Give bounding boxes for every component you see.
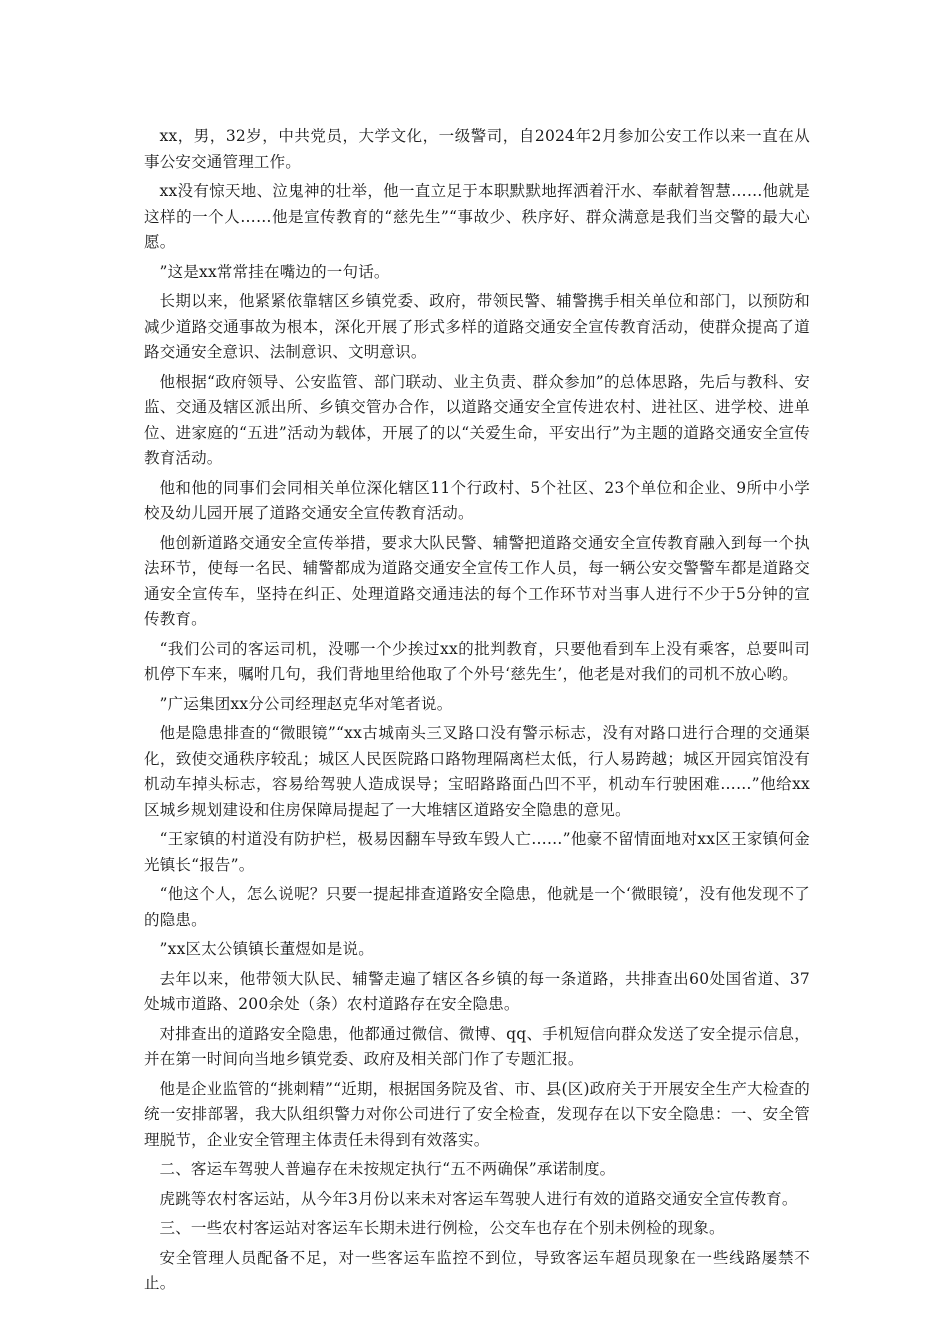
paragraph-11: “王家镇的村道没有防护栏，极易因翻车导致车毁人亡……”他豪不留情面地对xx区王家镇何金光镇长“报告”。 [144, 830, 810, 874]
paragraph-13: ”xx区太公镇镇长董煜如是说。 [159, 940, 374, 958]
document-page [144, 124, 810, 1301]
paragraph-20: 安全管理人员配备不足，对一些客运车监控不到位，导致客运车超员现象在一些线路屡禁不止。 [144, 1248, 810, 1292]
paragraph-19: 三、一些农村客运站对客运车长期未进行例检，公交车也存在个别未例检的现象。 [159, 1219, 725, 1237]
paragraph-12: “他这个人，怎么说呢？只要一提起排查道路安全隐患，他就是一个‘微眼镜’，没有他发现不了的隐患。 [144, 885, 810, 929]
paragraph-1: xx，男，32岁，中共党员，大学文化，一级警司，自2024年2月参加公安工作以来一直在从事公安交通管理工作。 [144, 127, 810, 171]
paragraph-18: 虎跳等农村客运站，从今年3月份以来未对客运车驾驶人进行有效的道路交通安全宣传教育。 [159, 1189, 798, 1208]
paragraph-8: “我们公司的客运司机，没哪一个少挨过xx的批判教育，只要他看到车上没有乘客，总要叫司机停下车来，嘱咐几句，我们背地里给他取了个外号‘慈先生’，他老是对我们的司机不放心哟。 [144, 639, 810, 683]
paragraph-6: 他和他的同事们会同相关单位深化辖区11个行政村、5个社区、23个单位和企业、9所中小学校及幼儿园开展了道路交通安全宣传教育活动。 [144, 478, 810, 522]
paragraph-10: 他是隐患排查的“微眼镜”“xx古城南头三叉路口没有警示标志，没有对路口进行合理的交通渠化，致使交通秩序较乱；城区人民医院路口路物理隔离栏太低，行人易跨越；城区开园宾馆没有机动车掉头标志，容易给驾驶人造成误导；宝昭路路面凸凹不平，机动车行驶困难……”他给xx区城乡规划建设和住房保障局提起了一大堆辖区道路安全隐患的意见。 [144, 724, 810, 819]
paragraph-17: 二、客运车驾驶人普遍存在未按规定执行“五不两确保”承诺制度。 [159, 1160, 616, 1178]
paragraph-3: ”这是xx常常挂在嘴边的一句话。 [159, 262, 390, 281]
paragraph-9: ”广运集团xx分公司经理赵克华对笔者说。 [159, 694, 453, 713]
paragraph-2: xx没有惊天地、泣鬼神的壮举，他一直立足于本职默默地挥洒着汗水、奉献着智慧……他就是这样的一个人……他是宣传教育的“慈先生”“事故少、秩序好、群众满意是我们当交警的最大心愿。 [144, 182, 810, 251]
paragraph-14: 去年以来，他带领大队民、辅警走遍了辖区各乡镇的每一条道路，共排查出60处国省道、37处城市道路、200余处（条）农村道路存在安全隐患。 [144, 969, 810, 1013]
paragraph-4: 长期以来，他紧紧依靠辖区乡镇党委、政府，带领民警、辅警携手相关单位和部门，以预防和减少道路交通事故为根本，深化开展了形式多样的道路交通安全宣传教育活动，使群众提高了道路交通安全意识、法制意识、文明意识。 [144, 292, 810, 361]
paragraph-15: 对排查出的道路安全隐患，他都通过微信、微博、qq、手机短信向群众发送了安全提示信息，并在第一时间向当地乡镇党委、政府及相关部门作了专题汇报。 [144, 1024, 810, 1068]
paragraph-5: 他根据“政府领导、公安监管、部门联动、业主负责、群众参加”的总体思路，先后与教科、安监、交通及辖区派出所、乡镇交管办合作，以道路交通安全宣传进农村、进社区、进学校、进单位、进家庭的“五进”活动为载体，开展了的以“关爱生命，平安出行”为主题的道路交通安全宣传教育活动。 [144, 372, 810, 467]
paragraph-16: 他是企业监管的“挑刺精”“近期，根据国务院及省、市、县(区)政府关于开展安全生产大检查的统一安排部署，我大队组织警力对你公司进行了安全检查，发现存在以下安全隐患：一、安全管理脱节，企业安全管理主体责任未得到有效落实。 [144, 1079, 810, 1149]
paragraph-7: 他创新道路交通安全宣传举措，要求大队民警、辅警把道路交通安全宣传教育融入到每一个执法环节，使每一名民、辅警都成为道路交通安全宣传工作人员，每一辆公安交警警车都是道路交通安全宣传车，坚持在纠正、处理道路交通违法的每个工作环节对当事人进行不少于5分钟的宣传教育。 [144, 533, 810, 628]
